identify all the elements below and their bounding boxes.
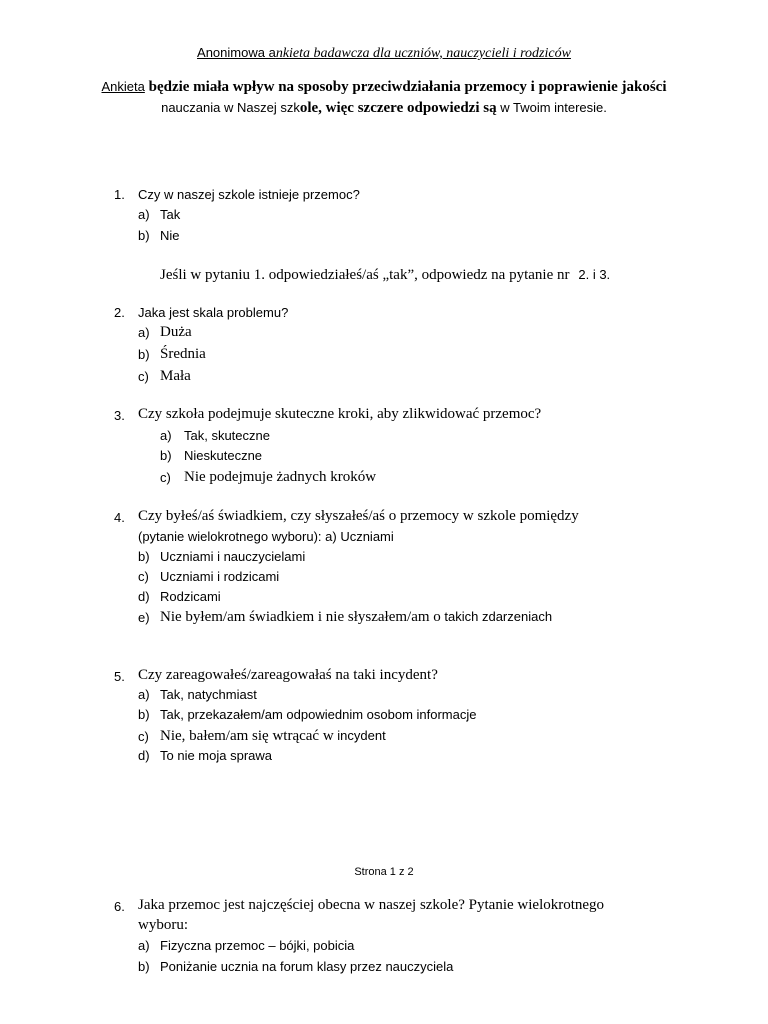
intro-line-2-a: nauczania w Naszej szk [161,100,300,115]
option-text: Uczniami i rodzicami [160,569,280,584]
option-text-b: takich zdarzeniach [440,609,553,624]
option-text: Tak [160,207,181,222]
question-number: 4. [114,510,125,525]
page-number: Strona 1 z 2 [354,866,414,878]
option-text: Średnia [160,346,206,362]
question-text: Jaka przemoc jest najczęściej obecna w naszej szkole? Pytanie wielokrotnego [138,897,605,913]
question-text: Czy szkoła podejmuje skuteczne kroki, aby zlikwidować przemoc? [138,406,542,422]
option-letter: b) [138,549,150,564]
option-text [160,727,386,745]
option-text: Mała [160,368,191,384]
intro-line-1-text: będzie miała wpływ na sposoby przeciwdziałania przemocy i poprawienie jakości [144,79,667,95]
option-letter: b) [138,959,150,974]
option-text: Tak, natychmiast [160,687,257,702]
option-text: Nie podejmuje żadnych kroków [184,469,377,485]
option-letter: a) [138,687,150,702]
note-text: Jeśli w pytaniu 1. odpowiedziałeś/aś „tak”, odpowiedz na pytanie nr [160,267,570,283]
option-letter: a) [138,325,150,340]
option-letter: b) [138,347,150,362]
question-number: 3. [114,408,125,423]
intro-line-2-c: w Twoim interesie. [496,100,607,115]
option-letter: b) [138,228,150,243]
question-number: 6. [114,899,125,914]
option-letter: c) [138,729,149,744]
question-text: Czy w naszej szkole istnieje przemoc? [138,187,360,202]
option-text: Rodzicami [160,589,221,604]
intro-ankieta: Ankieta [101,79,145,94]
title-main: nkieta badawcza dla uczniów, nauczycieli i rodziców [275,46,571,61]
intro-line-2 [0,99,768,117]
intro-line-1 [0,78,768,96]
option-text: Tak, przekazałem/am odpowiednim osobom informacje [160,707,477,722]
option-letter: c) [138,569,149,584]
option-text: Duża [160,324,192,340]
option-text: Fizyczna przemoc – bójki, pobicia [160,938,355,953]
option-letter: c) [138,369,149,384]
option-letter: a) [160,428,172,443]
option-letter: a) [138,207,150,222]
option-letter: d) [138,748,150,763]
option-text-a: Nie byłem/am świadkiem i nie słyszałem/am o [160,609,441,625]
option-letter: b) [160,448,172,463]
question-number: 5. [114,669,125,684]
question-text: Czy byłeś/aś świadkiem, czy słyszałeś/aś o przemocy w szkole pomiędzy [138,508,579,524]
option-text: To nie moja sprawa [160,748,272,763]
note-questions: 2. i 3. [578,267,611,282]
question-text-continued: wyboru: [138,917,188,933]
option-text: Poniżanie ucznia na forum klasy przez nauczyciela [160,959,454,974]
question-text: Czy zareagowałeś/zareagowałaś na taki incydent? [138,667,438,683]
option-letter: b) [138,707,150,722]
option-letter: d) [138,589,150,604]
option-text-a: Nie, bałem/am się wtrącać w [160,728,334,744]
option-text: Nieskuteczne [184,448,263,463]
option-text: Uczniami i nauczycielami [160,549,306,564]
question-number: 1. [114,187,125,202]
option-letter: e) [138,610,150,625]
question-text: Jaka jest skala problemu? [138,305,289,320]
title-prefix: Anonimowa a [197,45,276,60]
conditional-note [160,266,610,284]
survey-title [0,44,768,62]
question-number: 2. [114,305,125,320]
option-letter: a) [138,938,150,953]
option-text [160,608,552,626]
option-text-b: incydent [333,728,386,743]
intro-line-2-b: ole, więc szczere odpowiedzi są [299,100,497,116]
option-letter: c) [160,470,171,485]
option-text: Tak, skuteczne [184,428,270,443]
option-text: Nie [160,228,180,243]
question-text-continued: (pytanie wielokrotnego wyboru): a) Uczniami [138,529,394,544]
